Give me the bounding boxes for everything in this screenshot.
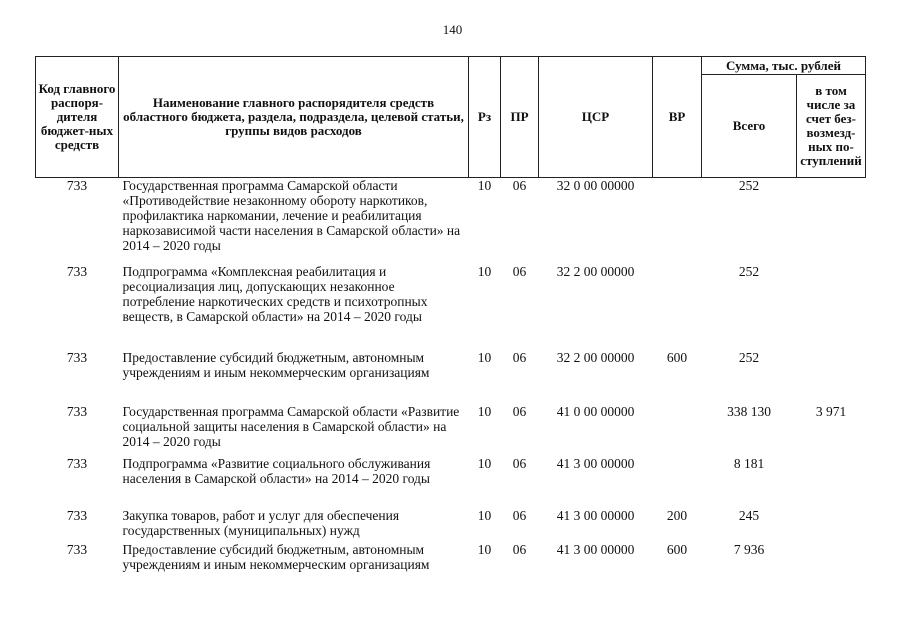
cell-free xyxy=(797,542,866,594)
cell-vr: 600 xyxy=(666,541,688,557)
header-vr: ВР xyxy=(653,57,702,178)
cell-total: 252 xyxy=(738,263,760,279)
cell-rz: 10 xyxy=(477,349,492,365)
cell-kod: 733 xyxy=(66,403,88,419)
cell-csr: 41 3 00 00000 xyxy=(556,507,635,523)
cell-vr: 200 xyxy=(666,507,688,523)
header-name: Наименование главного распорядителя средств областного бюджета, раздела, подраздела, целевой статьи, группы видов расходов xyxy=(119,57,469,178)
cell-total: 252 xyxy=(738,178,760,193)
cell-rz: 10 xyxy=(477,541,492,557)
cell-rz: 10 xyxy=(477,403,492,419)
cell-free xyxy=(797,350,866,404)
cell-name: Подпрограмма «Комплексная реабилитация и ресоциализация лиц, допускающих незаконное потребление наркотических средств и психотропных веществ, в Самарской области» на 2014 – 2020 годы xyxy=(122,263,428,324)
cell-kod: 733 xyxy=(66,541,88,557)
cell-csr: 41 3 00 00000 xyxy=(556,455,635,471)
header-free: в том числе за счет без-возмезд-ных по-ступлений xyxy=(797,75,866,178)
table-row xyxy=(36,264,866,350)
table-row xyxy=(36,350,866,404)
table-row xyxy=(36,542,866,594)
cell-pr: 06 xyxy=(512,178,527,193)
cell-rz: 10 xyxy=(477,455,492,471)
cell-vr xyxy=(653,178,702,264)
cell-free xyxy=(797,456,866,508)
table-body xyxy=(36,178,866,594)
page-number: 140 xyxy=(442,22,463,37)
cell-name: Закупка товаров, работ и услуг для обеспечения государственных (муниципальных) нужд xyxy=(122,507,400,538)
cell-csr: 32 2 00 00000 xyxy=(556,263,635,279)
header-kod: Код главного распоря-дителя бюджет-ных средств xyxy=(36,57,119,178)
budget-table xyxy=(35,56,866,594)
cell-kod: 733 xyxy=(66,455,88,471)
cell-free: 3 971 xyxy=(815,403,847,419)
cell-pr: 06 xyxy=(512,541,527,557)
cell-vr xyxy=(653,456,702,508)
cell-pr: 06 xyxy=(512,507,527,523)
cell-rz: 10 xyxy=(477,263,492,279)
table-row xyxy=(36,404,866,456)
cell-name: Государственная программа Самарской области «Развитие социальной защиты населения в Самарской области» на 2014 – 2020 годы xyxy=(122,403,460,449)
cell-kod: 733 xyxy=(66,507,88,523)
cell-total: 7 936 xyxy=(733,541,765,557)
cell-kod: 733 xyxy=(66,349,88,365)
table-row xyxy=(36,508,866,542)
cell-vr xyxy=(653,404,702,456)
cell-name: Государственная программа Самарской области «Противодействие незаконному обороту наркотиков, профилактика наркомании, лечение и реабилитация наркозависимой части населения в Самарской области» на 2014 – 2020 годы xyxy=(122,178,461,253)
header-pr: ПР xyxy=(501,57,539,178)
cell-name: Предоставление субсидий бюджетным, автономным учреждениям и иным некоммерческим организациям xyxy=(122,349,430,380)
cell-rz: 10 xyxy=(477,178,492,193)
cell-rz: 10 xyxy=(477,507,492,523)
cell-kod: 733 xyxy=(66,263,88,279)
table-row xyxy=(36,178,866,264)
cell-csr: 32 2 00 00000 xyxy=(556,349,635,365)
cell-pr: 06 xyxy=(512,263,527,279)
cell-free xyxy=(797,178,866,264)
header-rz: Рз xyxy=(469,57,501,178)
header-csr: ЦСР xyxy=(539,57,653,178)
header-summa: Сумма, тыс. рублей xyxy=(702,57,866,75)
cell-total: 8 181 xyxy=(733,455,765,471)
cell-pr: 06 xyxy=(512,349,527,365)
table-row xyxy=(36,456,866,508)
cell-total: 338 130 xyxy=(727,403,771,419)
cell-pr: 06 xyxy=(512,403,527,419)
cell-csr: 41 3 00 00000 xyxy=(556,541,635,557)
cell-csr: 32 0 00 00000 xyxy=(556,178,635,193)
cell-csr: 41 0 00 00000 xyxy=(556,403,635,419)
cell-free xyxy=(797,508,866,542)
cell-pr: 06 xyxy=(512,455,527,471)
cell-total: 245 xyxy=(738,507,760,523)
header-total: Всего xyxy=(702,75,797,178)
cell-kod: 733 xyxy=(66,178,88,193)
cell-vr xyxy=(653,264,702,350)
cell-name: Подпрограмма «Развитие социального обслуживания населения в Самарской области» на 2014 – 2020 годы xyxy=(122,455,431,486)
cell-free xyxy=(797,264,866,350)
cell-name: Предоставление субсидий бюджетным, автономным учреждениям и иным некоммерческим организациям xyxy=(122,541,430,572)
cell-vr: 600 xyxy=(666,349,688,365)
cell-total: 252 xyxy=(738,349,760,365)
